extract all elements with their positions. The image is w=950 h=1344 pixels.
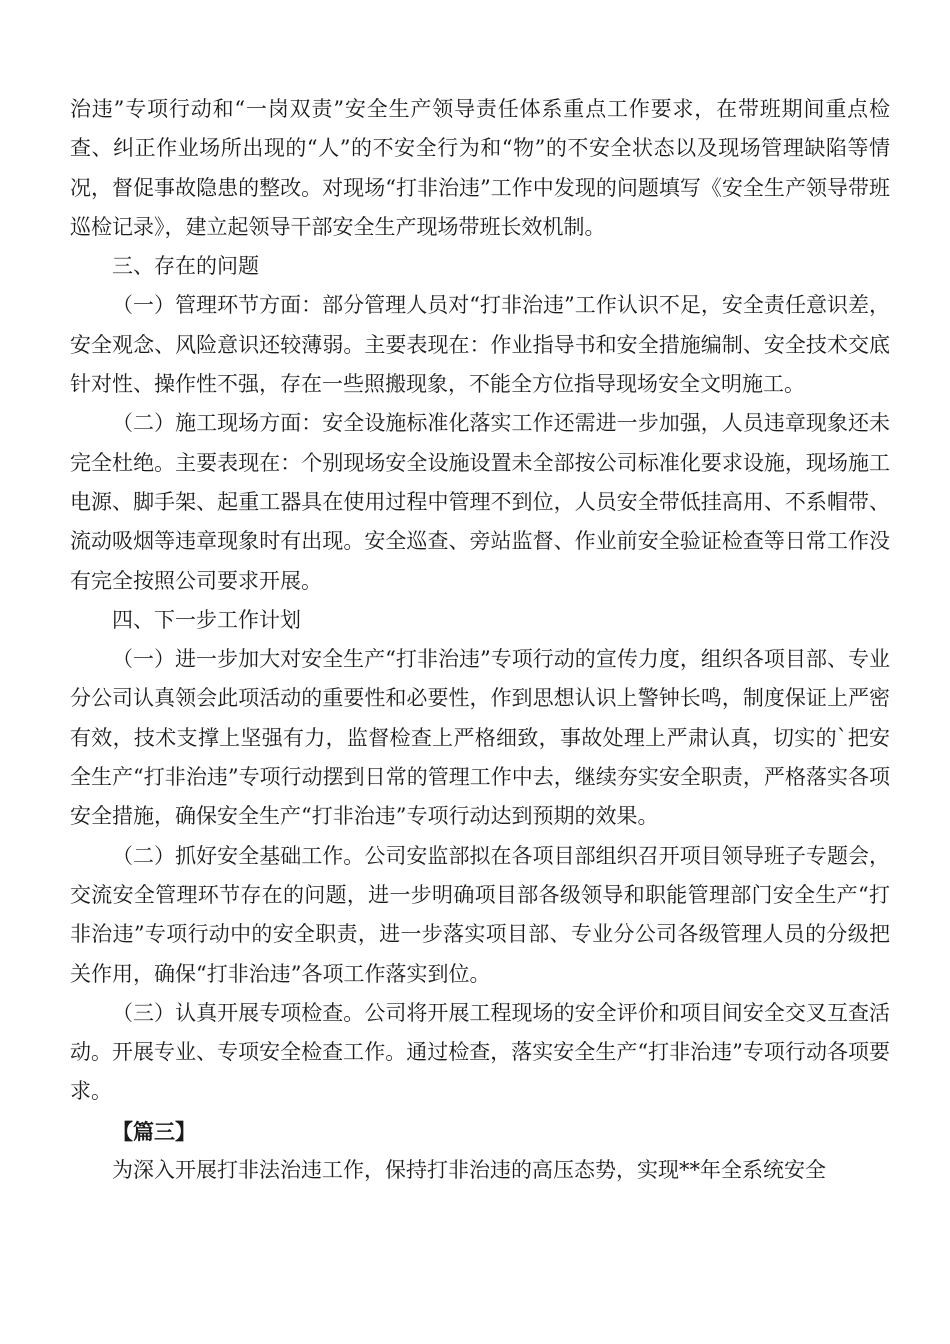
paragraph-plan-1: （一）进一步加大对安全生产“打非治违”专项行动的宣传力度，组织各项目部、专业分公司认真领会此项活动的重要性和必要性，作到思想认识上警钟长鸣，制度保证上严密有效，技术支撑上坚强有力，监督检查上严格细致，事故处理上严肃认真，切实的`把安全生产“打非治违”专项行动摆到日常的管理工作中去，继续夯实安全职责，严格落实各项安全措施，确保安全生产“打非治违”专项行动达到预期的效果。 (70, 647, 890, 829)
document-body (70, 90, 890, 1190)
section-heading-next-plan: 四、下一步工作计划 (112, 607, 301, 632)
section-tag-part-three: 【篇三】 (112, 1118, 196, 1144)
paragraph-construction-site: （二）施工现场方面：安全设施标准化落实工作还需进一步加强，人员违章现象还未完全杜绝。主要表现在：个别现场安全设施设置未全部按公司标准化要求设施，现场施工电源、脚手架、起重工器具在使用过程中管理不到位，人员安全带低挂高用、不系帽带、流动吸烟等违章现象时有出现。安全巡查、旁站监督、作业前安全验证检查等日常工作没有完全按照公司要求开展。 (70, 411, 890, 593)
paragraph-plan-3: （三）认真开展专项检查。公司将开展工程现场的安全评价和项目间安全交叉互查活动。开展专业、专项安全检查工作。通过检查，落实安全生产“打非治违”专项行动各项要求。 (70, 1000, 890, 1104)
paragraph-continuation: 治违”专项行动和“一岗双责”安全生产领导责任体系重点工作要求，在带班期间重点检查、纠正作业场所出现的“人”的不安全行为和“物”的不安全状态以及现场管理缺陷等情况，督促事故隐患的整改。对现场“打非治违”工作中发现的问题填写《安全生产领导带班巡检记录》，建立起领导干部安全生产现场带班长效机制。 (70, 97, 890, 239)
paragraph-management: （一）管理环节方面：部分管理人员对“打非治违”工作认识不足，安全责任意识差，安全观念、风险意识还较薄弱。主要表现在：作业指导书和安全措施编制、安全技术交底针对性、操作性不强，存在一些照搬现象，不能全方位指导现场安全文明施工。 (70, 293, 890, 397)
section-heading-problems: 三、存在的问题 (112, 254, 259, 279)
paragraph-plan-2: （二）抓好安全基础工作。公司安监部拟在各项目部组织召开项目领导班子专题会，交流安全管理环节存在的问题，进一步明确项目部各级领导和职能管理部门安全生产“打非治违”专项行动中的安全职责，进一步落实项目部、专业分公司各级管理人员的分级把关作用，确保“打非治违”各项工作落实到位。 (70, 843, 890, 986)
paragraph-part-three-intro: 为深入开展打非法治违工作，保持打非治违的高压态势，实现**年全系统安全 (112, 1158, 826, 1183)
